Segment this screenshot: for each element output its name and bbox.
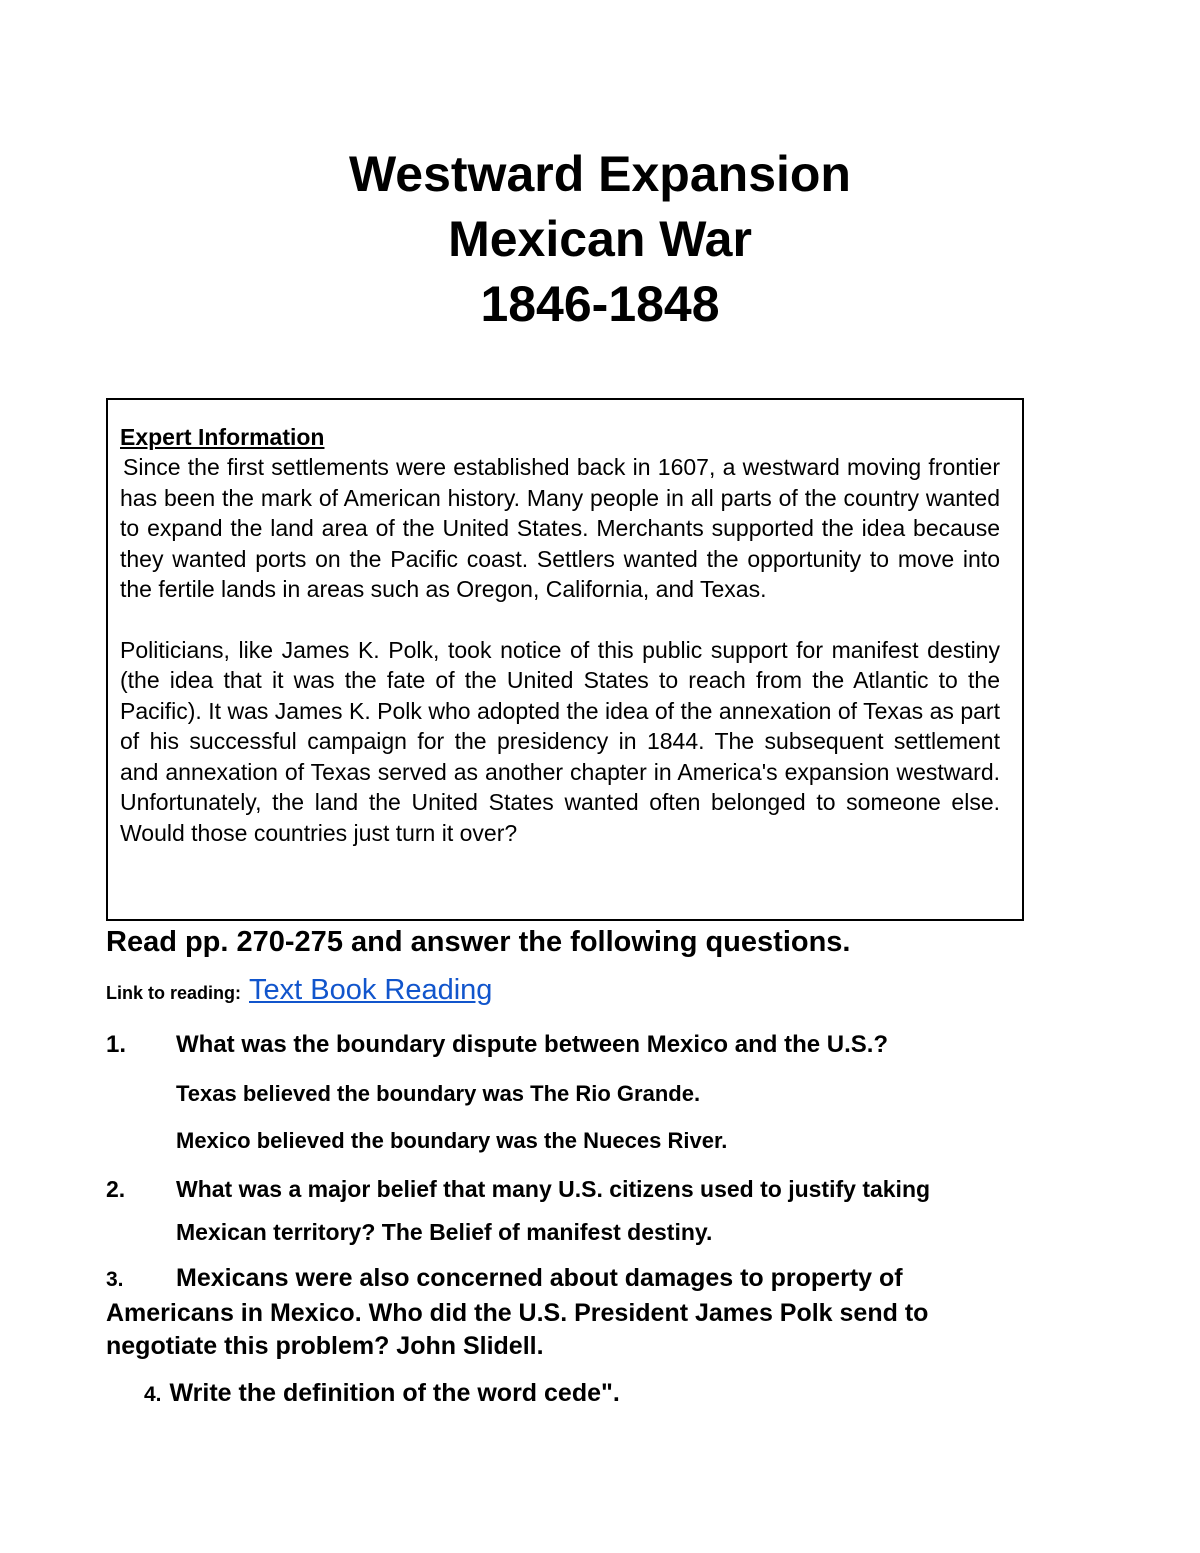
page-title <box>0 142 1200 337</box>
title-line-1: Westward Expansion <box>349 146 851 202</box>
reading-link-label: Link to reading: <box>106 983 241 1003</box>
question-text-continuation: Mexican territory? The Belief of manifest destiny. <box>176 1219 713 1245</box>
expert-paragraph-2: Politicians, like James K. Polk, took notice of this public support for manifest destiny (the idea that it was the fate of the United States to reach from the Atlantic to the Pacific). It was James K. Polk who adopted the idea of the annexation of Texas as part of his successful campaign for the presidency in 1844. The subsequent settlement and annexation of Texas served as another chapter in America's expansion westward. Unfortunately, the land the United States wanted often belonged to someone else. Would those countries just turn it over? <box>120 636 1000 846</box>
paragraph-gap <box>120 605 1000 635</box>
expert-information-box <box>106 398 1024 921</box>
question-4 <box>144 1377 620 1411</box>
answer-text: Mexico believed the boundary was the Nueces River. <box>176 1128 728 1153</box>
question-3 <box>106 1262 1026 1364</box>
question-number: 1. <box>106 1031 127 1058</box>
question-text: Mexicans were also concerned about damages to property of Americans in Mexico. Who did the U.S. President James Polk send to negotiate this problem? John Slidell. <box>106 1264 929 1360</box>
answer-text: Texas believed the boundary was The Rio Grande. <box>176 1081 701 1106</box>
question-number: 2. <box>106 1176 126 1202</box>
question-number: 3. <box>106 1268 124 1291</box>
reading-link-row <box>106 974 492 1007</box>
reading-instructions: Read pp. 270-275 and answer the following questions. <box>106 926 851 958</box>
title-line-2: Mexican War <box>448 211 752 267</box>
question-text: What was a major belief that many U.S. citizens used to justify taking <box>176 1176 931 1202</box>
expert-information-heading: Expert Information <box>120 424 325 450</box>
title-line-3: 1846-1848 <box>480 276 720 332</box>
question-number: 4. <box>144 1383 162 1406</box>
text-book-reading-link[interactable]: Text Book Reading <box>249 974 493 1006</box>
expert-paragraph-1: Since the first settlements were established back in 1607, a westward moving frontier has been the mark of American history. Many people in all parts of the country wanted to expand the land area of the United States. Merchants supported the idea because they wanted ports on the Pacific coast. Settlers wanted the opportunity to move into the fertile lands in areas such as Oregon, California, and Texas. <box>120 454 1000 602</box>
question-text: What was the boundary dispute between Mexico and the U.S.? <box>176 1031 889 1058</box>
question-text: Write the definition of the word cede". <box>169 1379 620 1407</box>
